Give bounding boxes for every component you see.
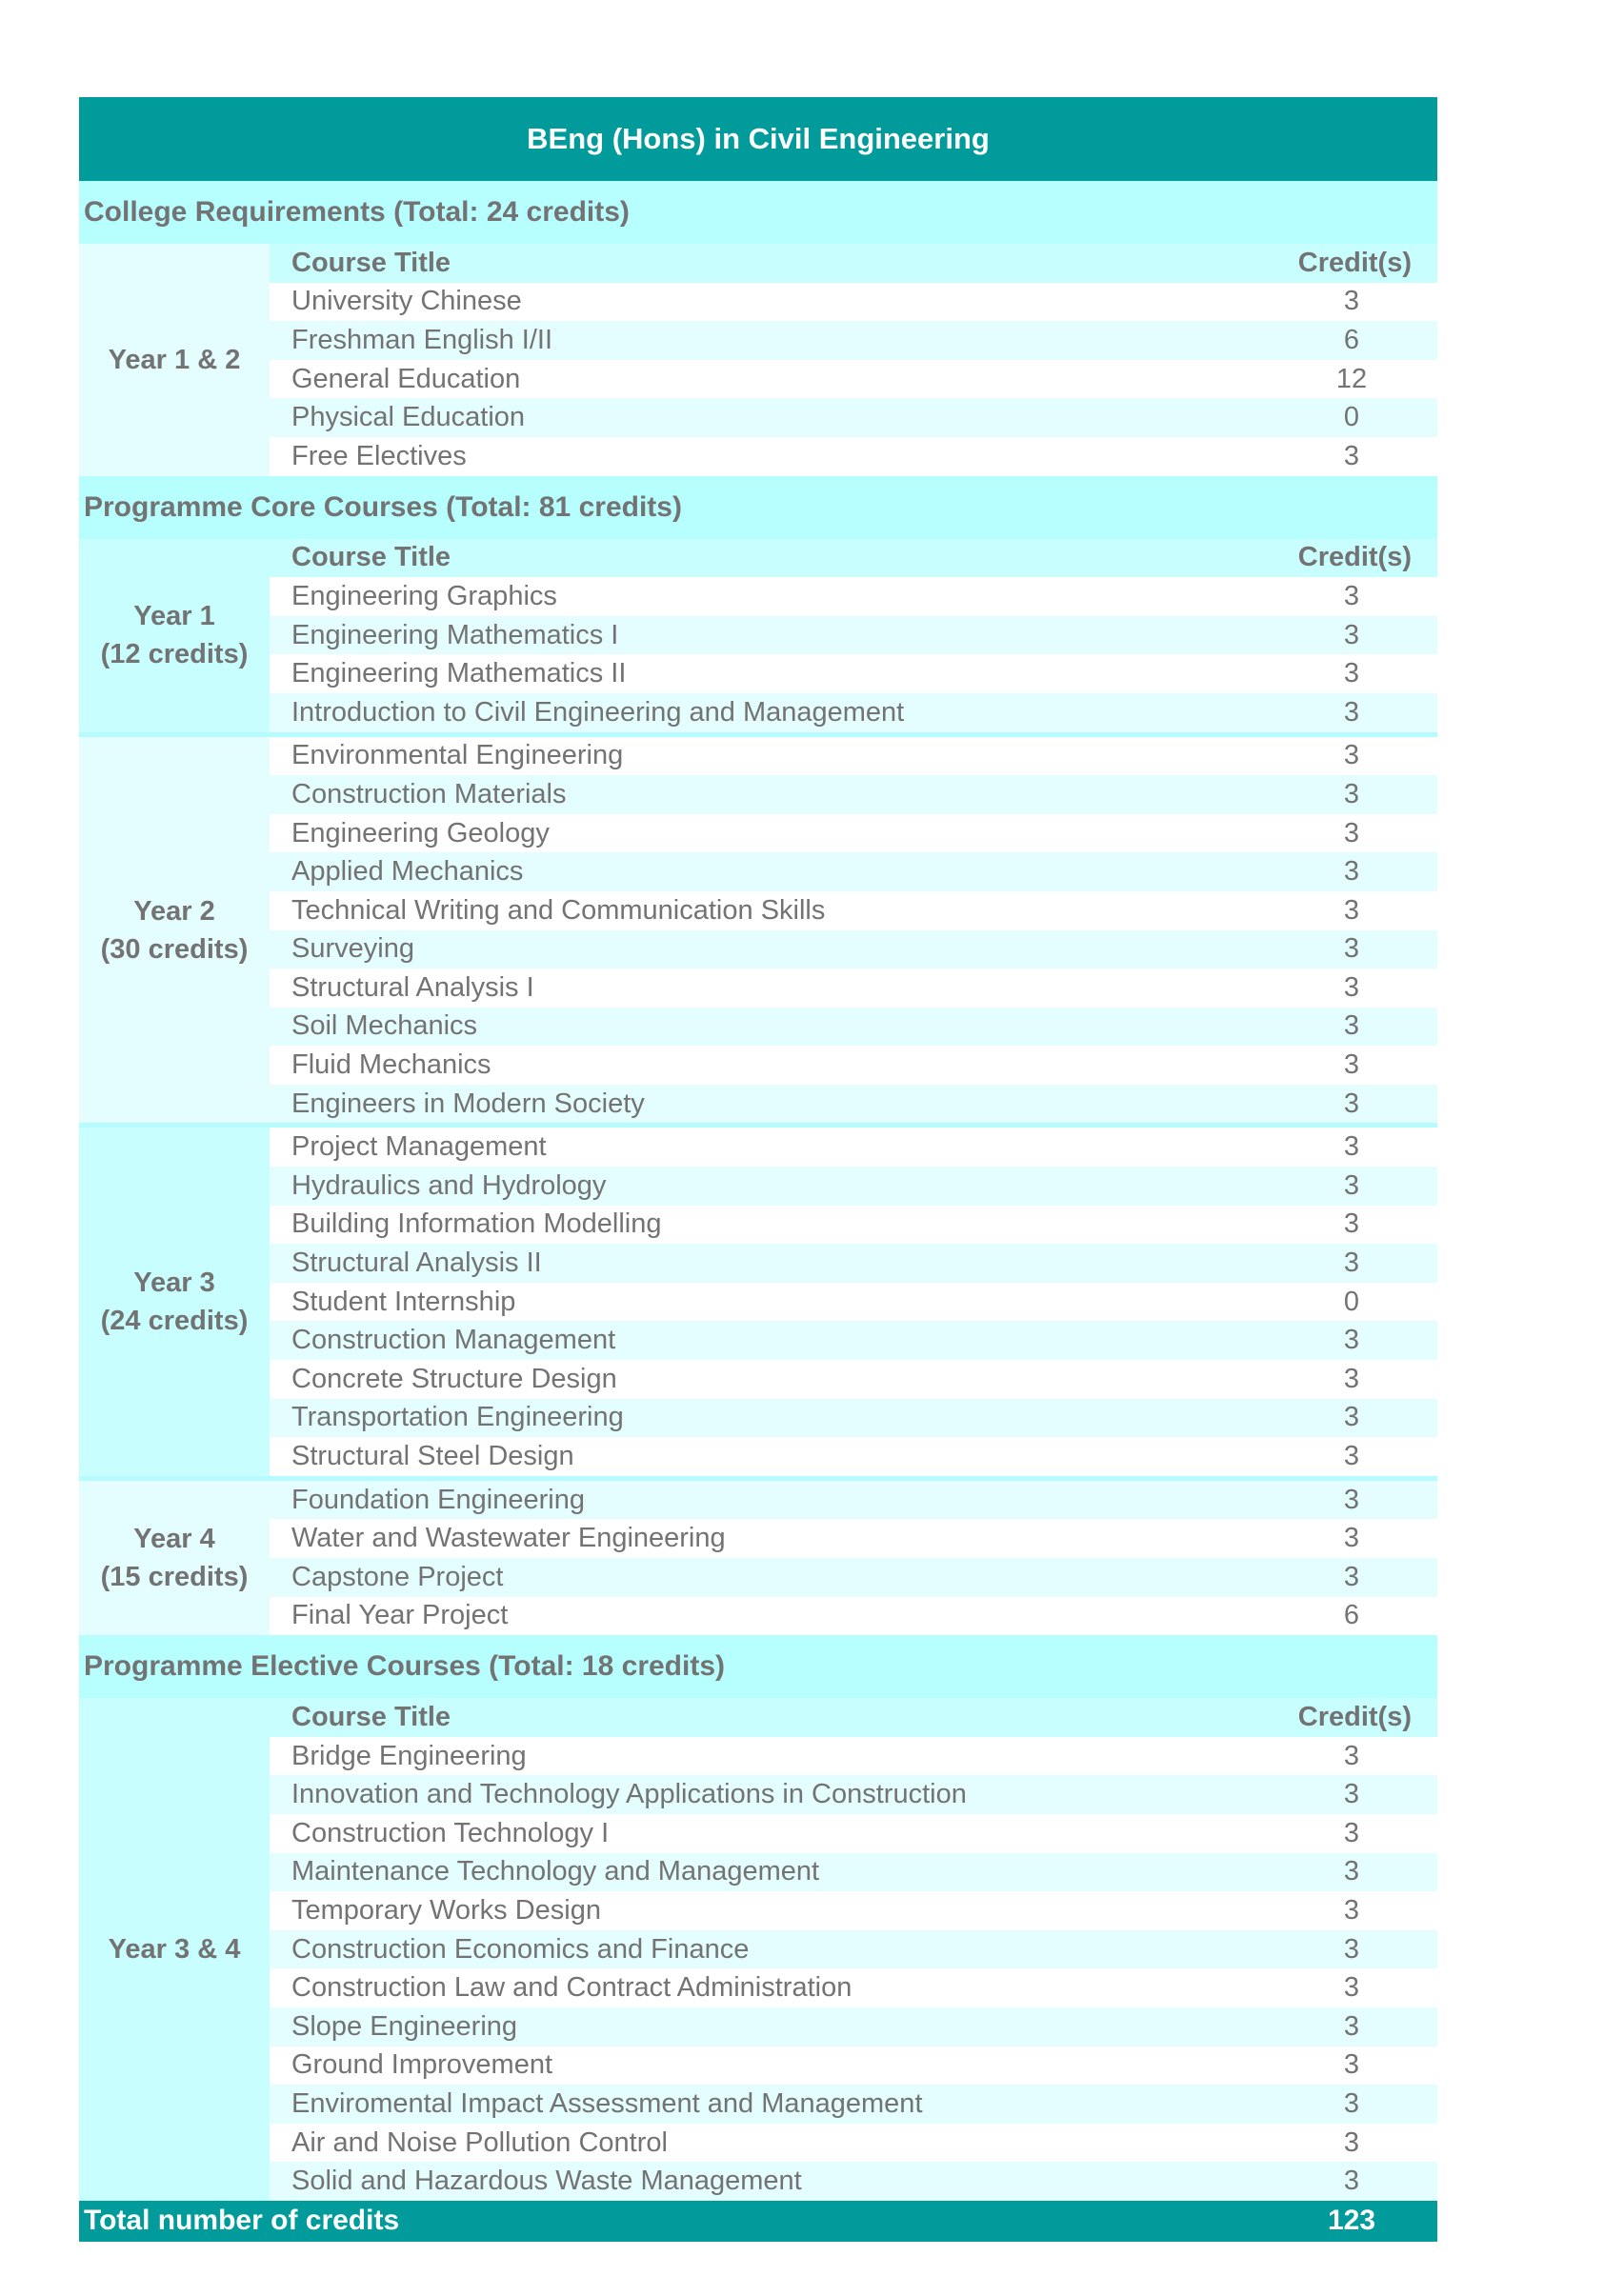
table-row xyxy=(270,1244,1437,1283)
course-title: Air and Noise Pollution Control xyxy=(291,2126,668,2158)
course-rows xyxy=(270,1481,1437,1635)
course-credit: 3 xyxy=(1343,894,1360,926)
course-title: Structural Steel Design xyxy=(291,1441,574,1472)
section-heading-elective: Programme Elective Courses (Total: 18 credits) xyxy=(79,1635,1437,1698)
course-rows xyxy=(270,737,1437,1124)
group-elective-year3-4 xyxy=(79,1698,1437,2201)
table-row xyxy=(270,1008,1437,1047)
total-label: Total number of credits xyxy=(84,2205,400,2237)
course-credit: 0 xyxy=(1343,1286,1360,1317)
course-title: Hydraulics and Hydrology xyxy=(291,1169,607,1201)
course-credit: 3 xyxy=(1343,1779,1360,1810)
course-title: Water and Wastewater Engineering xyxy=(291,1523,726,1554)
course-credit: 3 xyxy=(1343,2166,1360,2197)
course-credit: 3 xyxy=(1343,1441,1360,1472)
table-row xyxy=(270,654,1437,693)
course-title: Slope Engineering xyxy=(291,2010,518,2042)
course-credit: 3 xyxy=(1343,440,1360,471)
course-credit: 3 xyxy=(1343,933,1360,965)
course-title: Construction Management xyxy=(291,1325,616,1356)
course-title: Free Electives xyxy=(291,440,467,471)
course-title: Introduction to Civil Engineering and Management xyxy=(291,696,905,728)
course-credit: 3 xyxy=(1343,619,1360,650)
course-title: General Education xyxy=(291,363,521,394)
course-title: Environmental Engineering xyxy=(291,740,624,771)
course-title: Fluid Mechanics xyxy=(291,1049,491,1081)
table-row xyxy=(270,616,1437,655)
course-title: Capstone Project xyxy=(291,1561,504,1592)
course-title: Foundation Engineering xyxy=(291,1484,585,1515)
course-credit: 3 xyxy=(1343,1169,1360,1201)
course-title: Structural Analysis I xyxy=(291,971,534,1003)
course-title-header: Course Title xyxy=(291,247,451,278)
course-title: Solid and Hazardous Waste Management xyxy=(291,2166,802,2197)
course-credit: 3 xyxy=(1343,1740,1360,1771)
table-row xyxy=(270,1853,1437,1892)
course-title: Concrete Structure Design xyxy=(291,1363,617,1394)
table-row xyxy=(270,577,1437,616)
course-title: Engineering Mathematics II xyxy=(291,658,627,689)
table-row xyxy=(270,1085,1437,1124)
course-credit: 3 xyxy=(1343,2126,1360,2158)
table-row xyxy=(270,1930,1437,1969)
course-credit: 3 xyxy=(1343,2010,1360,2042)
credits-header: Credit(s) xyxy=(1297,542,1412,573)
programme-table xyxy=(79,97,1437,2242)
course-title: Physical Education xyxy=(291,402,526,433)
column-header-row xyxy=(270,244,1437,283)
course-credit: 6 xyxy=(1343,1600,1360,1631)
course-credit: 3 xyxy=(1343,1856,1360,1887)
course-title: Freshman English I/II xyxy=(291,324,552,355)
group-core-year4 xyxy=(79,1476,1437,1635)
table-row xyxy=(270,2007,1437,2046)
course-credit: 3 xyxy=(1343,1561,1360,1592)
table-row xyxy=(270,437,1437,476)
year-label xyxy=(79,244,270,476)
table-row xyxy=(270,1437,1437,1476)
course-title: Student Internship xyxy=(291,1286,516,1317)
table-row xyxy=(270,1167,1437,1206)
table-row xyxy=(270,775,1437,814)
course-rows xyxy=(270,1128,1437,1475)
total-value: 123 xyxy=(1327,2205,1376,2237)
course-rows xyxy=(270,1698,1437,2201)
table-row xyxy=(270,1321,1437,1360)
course-title: Engineers in Modern Society xyxy=(291,1088,645,1119)
table-row xyxy=(270,814,1437,853)
course-title: Construction Technology I xyxy=(291,1817,610,1848)
course-credit: 3 xyxy=(1343,856,1360,888)
credits-header: Credit(s) xyxy=(1297,1701,1412,1732)
course-rows xyxy=(270,244,1437,476)
course-title: Applied Mechanics xyxy=(291,856,524,888)
section-heading-college: College Requirements (Total: 24 credits) xyxy=(79,181,1437,244)
year-credits: (15 credits) xyxy=(100,1562,249,1592)
course-title-header: Course Title xyxy=(291,1701,451,1732)
course-title: Project Management xyxy=(291,1131,547,1163)
course-credit: 3 xyxy=(1343,1088,1360,1119)
course-title: Maintenance Technology and Management xyxy=(291,1856,820,1887)
course-title: Technical Writing and Communication Skills xyxy=(291,894,826,926)
table-row xyxy=(270,1775,1437,1814)
table-row xyxy=(270,398,1437,437)
group-core-year1 xyxy=(79,539,1437,732)
year-name: Year 3 xyxy=(133,1268,215,1299)
course-credit: 3 xyxy=(1343,1208,1360,1240)
year-label xyxy=(79,1698,270,2201)
table-row xyxy=(270,360,1437,399)
year-name: Year 1 xyxy=(133,601,215,632)
table-row xyxy=(270,930,1437,969)
course-credit: 3 xyxy=(1343,971,1360,1003)
year-credits: (12 credits) xyxy=(100,639,249,670)
course-credit: 3 xyxy=(1343,658,1360,689)
total-row xyxy=(79,2201,1437,2242)
course-credit: 3 xyxy=(1343,2049,1360,2081)
year-label xyxy=(79,737,270,1124)
course-credit: 3 xyxy=(1343,1523,1360,1554)
course-credit: 3 xyxy=(1343,1363,1360,1394)
table-row xyxy=(270,2124,1437,2163)
course-title: Construction Materials xyxy=(291,778,567,809)
course-credit: 3 xyxy=(1343,1933,1360,1965)
course-title: Building Information Modelling xyxy=(291,1208,662,1240)
course-title: Construction Law and Contract Administration xyxy=(291,1972,852,2004)
course-credit: 3 xyxy=(1343,2087,1360,2119)
table-row xyxy=(270,283,1437,322)
group-core-year3 xyxy=(79,1123,1437,1475)
table-row xyxy=(270,2162,1437,2201)
course-credit: 3 xyxy=(1343,1817,1360,1848)
table-row xyxy=(270,1891,1437,1930)
year-label xyxy=(79,1481,270,1635)
credits-header: Credit(s) xyxy=(1297,247,1412,278)
year-name: Year 2 xyxy=(133,895,215,927)
course-title: Ground Improvement xyxy=(291,2049,553,2081)
course-title: Engineering Graphics xyxy=(291,580,557,611)
course-title: Structural Analysis II xyxy=(291,1248,542,1279)
group-core-year2 xyxy=(79,732,1437,1124)
table-row xyxy=(270,737,1437,776)
table-row xyxy=(270,2085,1437,2124)
table-row xyxy=(270,1360,1437,1399)
course-rows xyxy=(270,539,1437,732)
course-credit: 3 xyxy=(1343,1894,1360,1926)
course-credit: 3 xyxy=(1343,580,1360,611)
table-row xyxy=(270,1046,1437,1085)
table-row xyxy=(270,1968,1437,2007)
course-title: Bridge Engineering xyxy=(291,1740,527,1771)
table-row xyxy=(270,321,1437,360)
course-title: Surveying xyxy=(291,933,414,965)
course-title: Construction Economics and Finance xyxy=(291,1933,750,1965)
year-credits: (24 credits) xyxy=(100,1306,249,1337)
course-credit: 3 xyxy=(1343,696,1360,728)
course-credit: 3 xyxy=(1343,1049,1360,1081)
course-credit: 0 xyxy=(1343,402,1360,433)
column-header-row xyxy=(270,539,1437,578)
table-row xyxy=(270,1128,1437,1167)
table-row xyxy=(270,1283,1437,1322)
table-row xyxy=(270,968,1437,1008)
table-row xyxy=(270,1737,1437,1776)
table-row xyxy=(270,1519,1437,1558)
table-row xyxy=(270,891,1437,930)
course-credit: 3 xyxy=(1343,1325,1360,1356)
course-credit: 6 xyxy=(1343,324,1360,355)
table-row xyxy=(270,1558,1437,1597)
course-credit: 3 xyxy=(1343,1248,1360,1279)
course-credit: 3 xyxy=(1343,778,1360,809)
course-title: Innovation and Technology Applications in Construction xyxy=(291,1779,967,1810)
course-title: University Chinese xyxy=(291,286,522,317)
course-title: Transportation Engineering xyxy=(291,1402,624,1433)
course-credit: 3 xyxy=(1343,1010,1360,1042)
year-credits: (30 credits) xyxy=(100,933,249,965)
table-row xyxy=(270,1814,1437,1853)
course-title: Final Year Project xyxy=(291,1600,509,1631)
table-row xyxy=(270,1481,1437,1520)
course-credit: 12 xyxy=(1335,363,1368,394)
table-row xyxy=(270,2046,1437,2086)
year-name: Year 4 xyxy=(133,1524,215,1554)
course-credit: 3 xyxy=(1343,1484,1360,1515)
table-row xyxy=(270,1399,1437,1438)
table-row xyxy=(270,1206,1437,1245)
course-title: Enviromental Impact Assessment and Management xyxy=(291,2087,923,2119)
column-header-row xyxy=(270,1698,1437,1737)
section-heading-core: Programme Core Courses (Total: 81 credits) xyxy=(79,476,1437,539)
table-row xyxy=(270,852,1437,891)
year-name: Year 3 & 4 xyxy=(108,1934,241,1966)
course-credit: 3 xyxy=(1343,1131,1360,1163)
group-college-year1-2 xyxy=(79,244,1437,476)
course-title: Temporary Works Design xyxy=(291,1894,602,1926)
course-title: Engineering Geology xyxy=(291,817,550,849)
year-label xyxy=(79,539,270,732)
table-row xyxy=(270,693,1437,732)
course-credit: 3 xyxy=(1343,740,1360,771)
course-credit: 3 xyxy=(1343,1972,1360,2004)
course-title: Engineering Mathematics I xyxy=(291,619,619,650)
course-title-header: Course Title xyxy=(291,542,451,573)
year-label xyxy=(79,1128,270,1475)
course-credit: 3 xyxy=(1343,1402,1360,1433)
table-row xyxy=(270,1597,1437,1636)
course-title: Soil Mechanics xyxy=(291,1010,478,1042)
year-name: Year 1 & 2 xyxy=(108,344,241,375)
table-title: BEng (Hons) in Civil Engineering xyxy=(79,97,1437,181)
course-credit: 3 xyxy=(1343,286,1360,317)
course-credit: 3 xyxy=(1343,817,1360,849)
